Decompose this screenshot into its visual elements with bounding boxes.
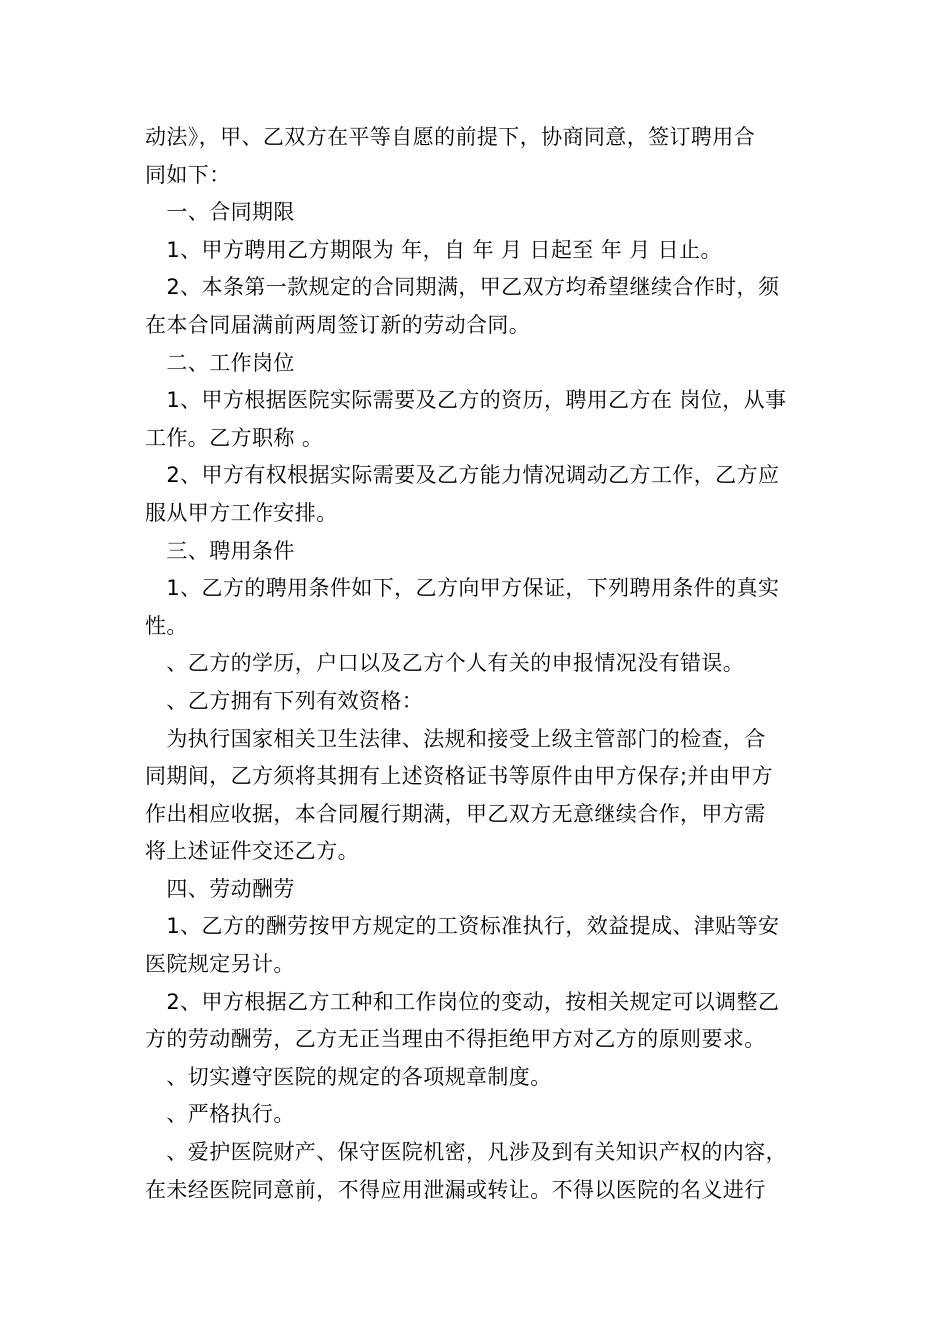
text-line: 2、甲方根据乙方工种和工作岗位的变动，按相关规定可以调整乙 xyxy=(145,989,780,1014)
text-line: 1、乙方的聘用条件如下，乙方向甲方保证，下列聘用条件的真实 xyxy=(145,576,780,601)
text-line: 同期间，乙方须将其拥有上述资格证书等原件由甲方保存;并由甲方 xyxy=(145,764,774,789)
text-line: 动法》，甲、乙双方在平等自愿的前提下，协商同意，签订聘用合 xyxy=(145,125,756,149)
text-line: 在本合同届满前两周签订新的劳动合同。 xyxy=(145,312,531,337)
text-line: 1、乙方的酬劳按甲方规定的工资标准执行，效益提成、津贴等安 xyxy=(145,914,780,939)
text-line: 医院规定另计。 xyxy=(145,952,295,977)
text-line: 将上述证件交还乙方。 xyxy=(145,839,359,864)
text-line: 服从甲方工作安排。 xyxy=(145,500,338,525)
text-line: 、乙方的学历，户口以及乙方个人有关的申报情况没有错误。 xyxy=(145,651,745,676)
text-line: 、切实遵守医院的规定的各项规章制度。 xyxy=(145,1064,552,1089)
text-line: 2、本条第一款规定的合同期满，甲乙双方均希望继续合作时，须 xyxy=(145,275,780,300)
text-line: 同如下： xyxy=(145,162,231,187)
text-line: 性。 xyxy=(145,613,188,638)
text-line: 作出相应收据，本合同履行期满，甲乙双方无意继续合作，甲方需 xyxy=(145,801,766,826)
section-heading: 二、工作岗位 xyxy=(145,350,295,375)
section-heading: 三、聘用条件 xyxy=(145,538,295,563)
text-line: 在未经医院同意前，不得应用泄漏或转让。不得以医院的名义进行 xyxy=(145,1177,766,1202)
text-line: 、乙方拥有下列有效资格： xyxy=(145,688,424,713)
section-heading: 一、合同期限 xyxy=(145,200,295,225)
text-line: 、严格执行。 xyxy=(145,1102,295,1127)
text-line: 、爱护医院财产、保守医院机密，凡涉及到有关知识产权的内容， xyxy=(145,1140,787,1165)
text-line: 工作。乙方职称 。 xyxy=(145,425,324,450)
contract-body-text xyxy=(145,119,815,1209)
text-line: 方的劳动酬劳，乙方无正当理由不得拒绝甲方对乙方的原则要求。 xyxy=(145,1027,766,1052)
text-line: 2、甲方有权根据实际需要及乙方能力情况调动乙方工作，乙方应 xyxy=(145,463,780,488)
section-heading: 四、劳动酬劳 xyxy=(145,876,295,901)
text-line: 为执行国家相关卫生法律、法规和接受上级主管部门的检查，合 xyxy=(145,726,766,751)
text-line: 1、甲方根据医院实际需要及乙方的资历，聘用乙方在 岗位，从事 xyxy=(145,388,787,413)
text-line: 1、甲方聘用乙方期限为 年，自 年 月 日起至 年 月 日止。 xyxy=(145,237,722,262)
